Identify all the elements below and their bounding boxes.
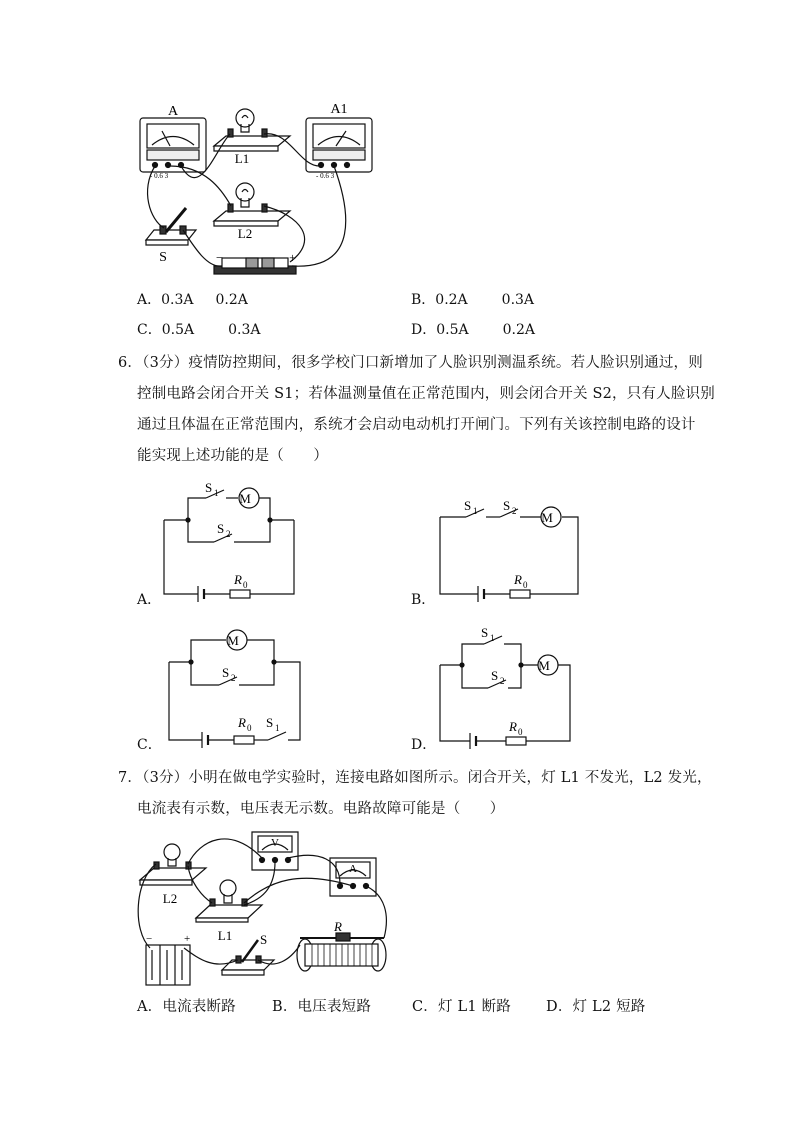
q6-line-4: 能实现上述功能的是（ ）: [137, 448, 329, 464]
svg-text:S: S: [491, 668, 499, 683]
svg-text:0: 0: [518, 727, 523, 737]
svg-text:1: 1: [473, 506, 478, 516]
svg-text:S: S: [222, 665, 230, 680]
q7-option-a[interactable]: A．电流表断路: [137, 999, 236, 1015]
svg-text:1: 1: [214, 488, 219, 498]
q7-label-minus: −: [146, 933, 153, 945]
q6-option-b[interactable]: B．: [411, 592, 436, 608]
svg-text:S: S: [205, 480, 213, 495]
svg-text:R: R: [509, 719, 517, 734]
q5-label-scale-a: - 0.6 3: [150, 172, 169, 180]
q6-option-d[interactable]: D．: [411, 737, 437, 753]
q5-label-switch: S: [159, 250, 167, 265]
q6-number: 6．: [118, 355, 143, 371]
q5-label-ammeter-a: A: [167, 104, 179, 119]
svg-text:R: R: [234, 572, 242, 587]
q6-option-c[interactable]: C．: [137, 737, 162, 753]
svg-text:S: S: [464, 498, 472, 513]
q5-label-minus: −: [216, 250, 224, 265]
svg-text:0: 0: [247, 723, 252, 733]
q6-score: （3分）: [142, 355, 189, 371]
q5-label-lamp2: L2: [237, 226, 253, 241]
q6-option-a[interactable]: A．: [137, 592, 162, 608]
q7-line-2: 电流表有示数，电压表无示数。电路故障可能是（ ）: [137, 801, 505, 817]
q7-label-rheostat: R: [334, 919, 342, 934]
q5-option-a[interactable]: A．0.3A 0.2A: [137, 292, 248, 308]
q7-label-lamp2: L2: [162, 891, 178, 906]
svg-text:S: S: [503, 498, 511, 513]
q7-label-lamp1: L1: [217, 928, 233, 943]
q6-line-2: 控制电路会闭合开关 S1；若体温测量值在正常范围内，则会闭合开关 S2，只有人脸识别: [137, 386, 715, 402]
svg-text:M: M: [541, 510, 553, 525]
svg-text:2: 2: [512, 506, 517, 516]
q5-option-b[interactable]: B．0.2A 0.3A: [411, 292, 535, 308]
svg-text:1: 1: [490, 633, 495, 643]
svg-text:2: 2: [226, 529, 231, 539]
q7-label-plus: +: [184, 933, 191, 945]
q5-label-scale-a1: - 0.6 3: [316, 172, 335, 180]
svg-text:M: M: [538, 658, 550, 673]
q7-option-b[interactable]: B．电压表短路: [272, 999, 372, 1015]
q7-option-d[interactable]: D．灯 L2 短路: [546, 999, 646, 1015]
q5-label-plus: +: [289, 250, 297, 265]
svg-text:S: S: [266, 715, 274, 730]
q7-label-switch: S: [260, 932, 268, 947]
svg-text:R: R: [514, 572, 522, 587]
svg-text:R: R: [238, 715, 246, 730]
svg-text:S: S: [481, 625, 489, 640]
svg-text:0: 0: [243, 580, 248, 590]
svg-text:M: M: [227, 633, 239, 648]
q7-line-1: 7．（3分）小明在做电学实验时，连接电路如图所示。闭合开关，灯 L1 不发光，L2 发光，: [118, 770, 712, 786]
q5-label-ammeter-a1: A1: [330, 102, 348, 117]
svg-text:2: 2: [500, 676, 505, 686]
q7-number: 7．: [118, 770, 143, 786]
svg-text:M: M: [239, 491, 251, 506]
q6-line-1: 6．（3分）疫情防控期间，很多学校门口新增加了人脸识别测温系统。若人脸识别通过，则: [118, 355, 703, 371]
q7-option-c[interactable]: C．灯 L1 断路: [412, 999, 511, 1015]
q7-label-voltmeter: V: [271, 837, 279, 849]
q6-line-3: 通过且体温在正常范围内，系统才会启动电动机打开闸门。下列有关该控制电路的设计: [137, 417, 696, 433]
q7-score: （3分）: [142, 770, 189, 786]
q5-label-lamp1: L1: [234, 151, 250, 166]
svg-text:2: 2: [231, 673, 236, 683]
svg-text:S: S: [217, 521, 225, 536]
q5-option-c[interactable]: C．0.5A 0.3A: [137, 322, 261, 338]
svg-text:1: 1: [275, 723, 280, 733]
q7-label-ammeter: A: [349, 863, 357, 875]
svg-text:0: 0: [523, 580, 528, 590]
q5-option-d[interactable]: D．0.5A 0.2A: [411, 322, 535, 338]
